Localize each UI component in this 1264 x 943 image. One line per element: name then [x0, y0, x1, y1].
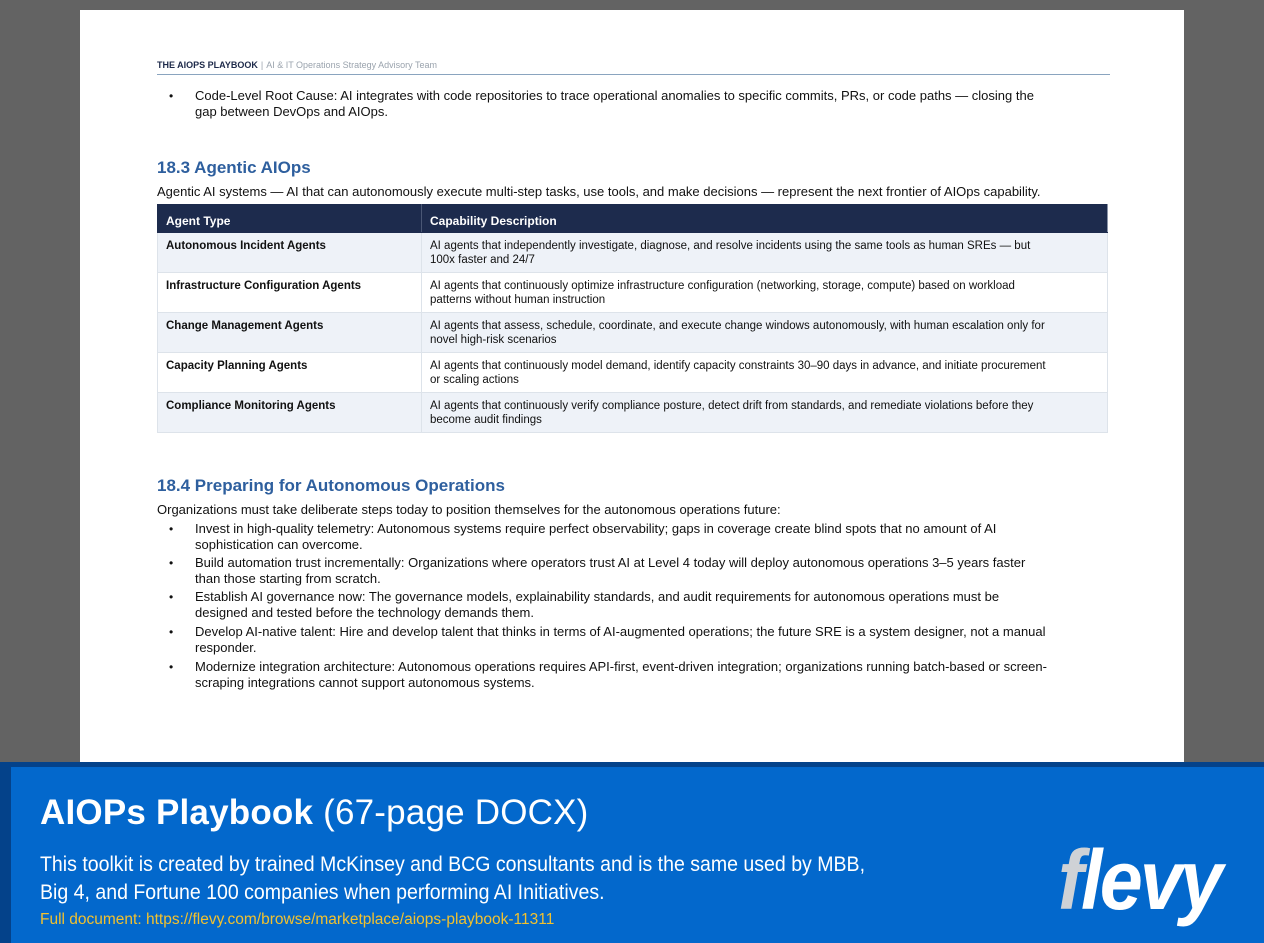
banner-edge [0, 767, 11, 943]
agent-type-cell: Change Management Agents [158, 313, 422, 353]
list-item: • Code-Level Root Cause: AI integrates with code repositories to trace operational anomalies to specific commits, PRs, or code paths — closing the gap between DevOps and AIOps. [169, 88, 1034, 119]
bullet-icon: • [169, 89, 174, 103]
table-row [158, 273, 1108, 313]
page-content [157, 60, 1110, 691]
column-header-agent-type: Agent Type [158, 205, 422, 233]
agent-type-cell: Infrastructure Configuration Agents [158, 273, 422, 313]
list-item: • Modernize integration architecture: Autonomous operations requires API-first, event-driven integration; organizations running batch-based or screen- scraping integrations cannot support autonomous systems. [169, 659, 1047, 690]
capability-cell: AI agents that continuously verify compliance posture, detect drift from standards, and remediate violations before they become audit findings [422, 393, 1108, 433]
banner-title-format: (67-page DOCX) [323, 793, 589, 832]
list-item: • Build automation trust incrementally: Organizations where operators trust AI at Level 4 today will deploy autonomous operations 3–5 years faster than those starting from scratch. [169, 555, 1026, 586]
agent-type-cell: Capacity Planning Agents [158, 353, 422, 393]
capability-cell: AI agents that continuously model demand, identify capacity constraints 30–90 days in advance, and initiate procurement or scaling actions [422, 353, 1108, 393]
bullet-icon: • [169, 660, 174, 674]
list-item: • Develop AI-native talent: Hire and develop talent that thinks in terms of AI-augmented operations; the future SRE is a system designer, not a manual responder. [169, 624, 1046, 655]
capability-cell: AI agents that continuously optimize infrastructure configuration (networking, storage, compute) based on workload patterns without human instruction [422, 273, 1108, 313]
bullet-icon: • [169, 522, 174, 536]
table-row [158, 313, 1108, 353]
capability-cell: AI agents that assess, schedule, coordinate, and execute change windows autonomously, with human escalation only for novel high-risk scenarios [422, 313, 1108, 353]
header-team: AI & IT Operations Strategy Advisory Team [266, 60, 437, 70]
header-brand: THE AIOPS PLAYBOOK [157, 60, 258, 70]
section-18-3-intro: Agentic AI systems — AI that can autonomously execute multi-step tasks, use tools, and make decisions — represent the next frontier of AIOps capability. [157, 184, 1041, 199]
capability-cell: AI agents that independently investigate, diagnose, and resolve incidents using the same tools as human SREs — but 100x faster and 24/7 [422, 233, 1108, 273]
document-page [80, 10, 1184, 770]
agent-type-cell: Autonomous Incident Agents [158, 233, 422, 273]
table-row [158, 393, 1108, 433]
banner-title-product: AIOPs Playbook [40, 793, 314, 832]
section-heading-18-3: 18.3 Agentic AIOps [157, 158, 311, 177]
running-header [157, 60, 1110, 75]
intro-bullet-list [157, 88, 1110, 120]
bullet-icon: • [169, 556, 174, 570]
section-heading-18-4: 18.4 Preparing for Autonomous Operations [157, 476, 505, 495]
preparation-bullet-list [157, 521, 1110, 691]
banner-description: This toolkit is created by trained McKinsey and BCG consultants and is the same used by MBB, Big 4, and Fortune 100 companies when performing AI Initiatives. [40, 853, 865, 904]
promo-banner [0, 762, 1264, 943]
full-document-link[interactable]: Full document: https://flevy.com/browse/marketplace/aiops-playbook-11311 [40, 911, 555, 928]
banner-title [40, 793, 589, 833]
agent-type-cell: Compliance Monitoring Agents [158, 393, 422, 433]
flevy-logo[interactable]: flevy [1058, 833, 1221, 927]
bullet-icon: • [169, 625, 174, 639]
table-header-row [158, 205, 1108, 233]
bullet-icon: • [169, 590, 174, 604]
list-item: • Establish AI governance now: The governance models, explainability standards, and audit requirements for autonomous operations must be designed and tested before the technology demands them. [169, 589, 1000, 620]
header-separator: | [260, 60, 264, 70]
section-18-4-intro: Organizations must take deliberate steps today to position themselves for the autonomous operations future: [157, 502, 781, 517]
table-row [158, 353, 1108, 393]
table-row [158, 233, 1108, 273]
column-header-capability: Capability Description [422, 205, 1108, 233]
list-item: • Invest in high-quality telemetry: Autonomous systems require perfect observability; gaps in coverage create blind spots that no amount of AI sophistication can overcome. [169, 521, 997, 552]
agent-types-table [157, 204, 1108, 433]
